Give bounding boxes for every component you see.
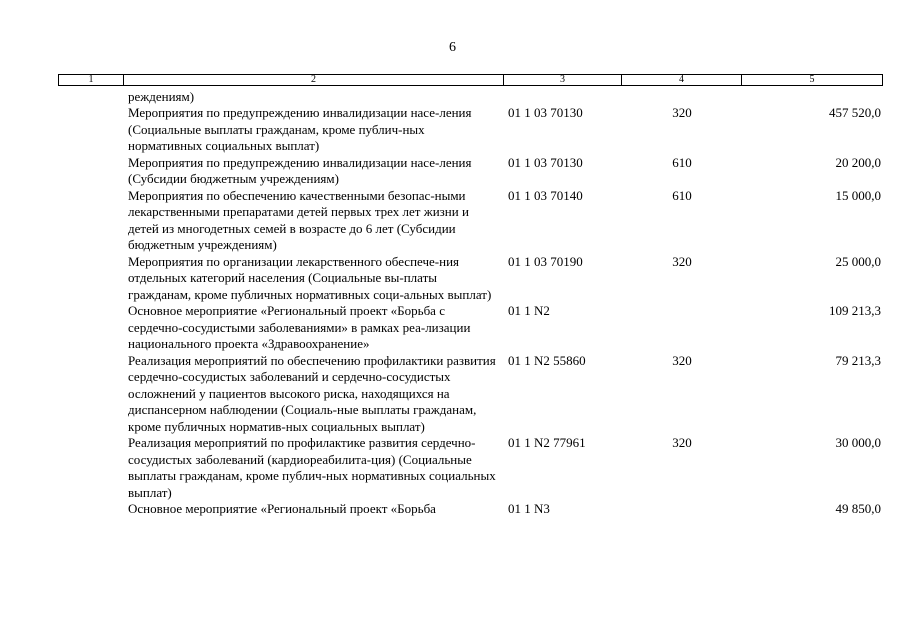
row-description: реждениям) [128,89,195,104]
row-expense-type: 610 [672,154,692,170]
row-description: Мероприятия по предупреждению инвалидизации насе-ления (Субсидии бюджетным учреждениям) [128,154,472,186]
table-body [58,89,881,518]
table-header [58,74,883,86]
column-header-1: 1 [59,75,124,85]
row-expense-type: 320 [672,253,692,269]
table-row [58,435,881,501]
table-row [58,353,881,436]
row-expense-type: 320 [672,105,692,120]
row-description: Мероприятия по предупреждению инвалидизации насе-ления (Социальные выплаты гражданам, кроме публич-ных нормативных социальных выплат) [128,105,472,153]
row-code: 01 1 03 70130 [508,105,583,120]
column-header-3: 3 [504,75,622,85]
row-code: 01 1 N2 [508,303,550,318]
row-description: Реализация мероприятий по обеспечению профилактики развития сердечно-сосудистых заболеваний и сердечно-сосудистых осложнений у пациентов высокого риска, находящихся на диспансерном наблюдении (Социаль-ные выплаты гражданам, кроме публичных норматив-ных социальных выплат) [128,352,496,434]
row-code: 01 1 N2 55860 [508,352,586,368]
table-row [58,155,881,188]
row-expense-type: 610 [672,187,692,203]
row-expense-type [622,89,742,105]
row-code: 01 1 03 70130 [508,154,583,170]
row-description: Реализация мероприятий по профилактике развития сердечно-сосудистых заболеваний (кардиореабилита-ция) (Социальные выплаты гражданам, кроме публич-ных нормативных социальных выплат) [128,435,496,500]
row-code: 01 1 03 70190 [508,253,583,269]
row-amount: 457 520,0 [829,105,881,120]
table-row [58,303,881,353]
row-code: 01 1 N3 [508,501,550,516]
row-amount: 30 000,0 [835,435,881,450]
table-row [58,501,881,518]
table-row [58,188,881,254]
column-header-4: 4 [622,75,742,85]
row-amount: 49 850,0 [835,501,881,516]
row-amount: 20 200,0 [835,154,881,170]
column-header-2: 2 [124,75,504,85]
row-amount: 15 000,0 [835,187,881,203]
column-header-5: 5 [809,74,815,85]
table-row [58,105,881,155]
row-description: Основное мероприятие «Региональный проект «Борьба с сердечно-сосудистыми заболеваниями» в рамках реа-лизации национального проекта «Здравоохранение» [128,303,471,351]
row-code: 01 1 N2 77961 [508,435,586,450]
row-description: Мероприятия по организации лекарственного обеспече-ния отдельных категорий населения (Социальные вы-платы гражданам, кроме публичных нормативных соци-альных выплат) [128,253,492,302]
row-amount: 79 213,3 [835,352,881,368]
row-description: Основное мероприятие «Региональный проект «Борьба [128,501,436,516]
row-amount [742,89,881,105]
row-code: 01 1 03 70140 [508,187,583,203]
table-row [58,89,881,105]
row-expense-type: 320 [672,352,692,368]
row-expense-type [622,501,742,518]
row-expense-type: 320 [672,435,692,450]
row-description: Мероприятия по обеспечению качественными безопас-ными лекарственными препаратами детей первых трех лет жизни и детей из многодетных семей в возрасте до 6 лет (Субсидии бюджетным учреждениям) [128,187,469,252]
row-expense-type [622,303,742,353]
row-amount: 25 000,0 [835,253,881,269]
row-amount: 109 213,3 [829,303,881,318]
row-code [502,89,622,105]
page-number: 6 [449,40,456,55]
table-row [58,254,881,304]
